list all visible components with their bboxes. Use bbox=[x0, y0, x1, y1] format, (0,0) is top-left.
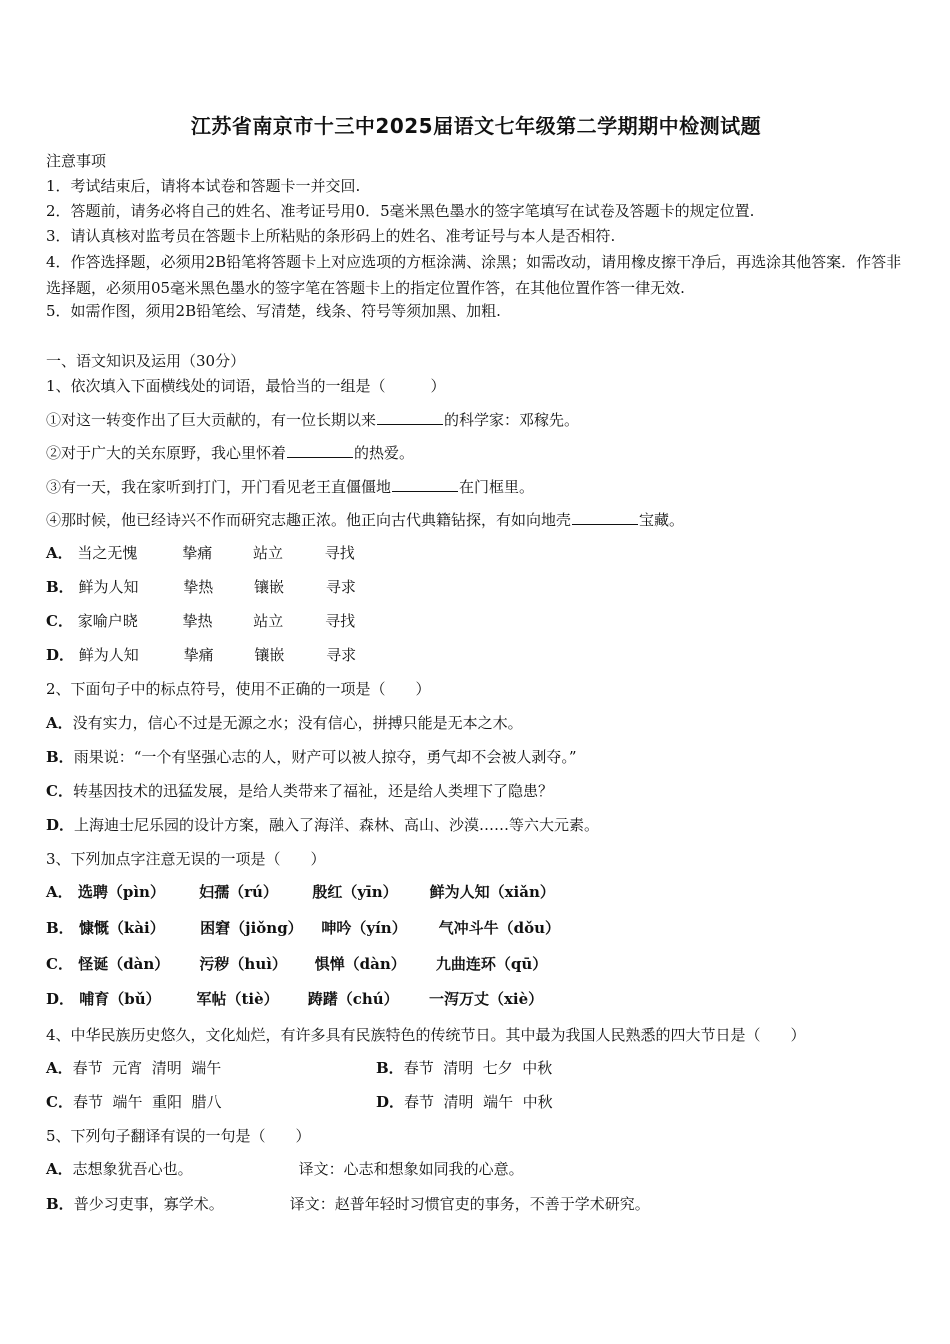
question-4-option-c bbox=[46, 1092, 222, 1112]
option-word: 鲜为人知 bbox=[78, 578, 139, 596]
question-2-stem: 2、下面句子中的标点符号，使用不正确的一项是（ ） bbox=[46, 680, 431, 698]
question-3-option-c bbox=[46, 954, 547, 974]
option-text: 春节 清明 七夕 中秋 bbox=[403, 1059, 553, 1077]
option-word: 鲜为人知 bbox=[78, 646, 139, 664]
question-2-option-a bbox=[46, 713, 523, 733]
option-word: 气冲斗牛（dǒu） bbox=[438, 919, 561, 937]
option-word: 选聘（pìn） bbox=[77, 883, 165, 901]
option-translation: 译文：赵普年轻时习惯官吏的事务，不善于学术研究。 bbox=[289, 1195, 650, 1213]
question-1-option-d bbox=[46, 645, 356, 665]
option-label: C． bbox=[46, 955, 73, 973]
option-word: 挚热 bbox=[183, 578, 214, 596]
question-4-option-b bbox=[376, 1058, 552, 1078]
option-label: A． bbox=[46, 883, 73, 901]
option-word: 寻求 bbox=[325, 578, 356, 596]
notice-item-1: 1．考试结束后，请将本试卷和答题卡一并交回. bbox=[46, 177, 361, 195]
notice-item-2: 2．答题前，请务必将自己的姓名、准考证号用0．5毫米黑色墨水的签字笔填写在试卷及答题卡的规定位置. bbox=[46, 202, 755, 220]
option-label: A． bbox=[46, 544, 73, 562]
option-word: 军帖（tiè） bbox=[196, 990, 279, 1008]
question-1-option-a bbox=[46, 543, 355, 563]
option-label: B． bbox=[46, 578, 74, 596]
option-label: C． bbox=[46, 782, 73, 800]
option-word: 挚热 bbox=[182, 612, 213, 630]
fill-blank bbox=[392, 477, 458, 492]
option-label: D． bbox=[46, 990, 75, 1008]
question-1-option-c bbox=[46, 611, 355, 631]
option-text: 没有实力，信心不过是无源之水；没有信心，拼搏只能是无本之木。 bbox=[72, 714, 523, 732]
option-word: 污秽（huì） bbox=[199, 955, 287, 973]
sentence-text: 宝藏。 bbox=[639, 511, 685, 529]
option-label: B． bbox=[376, 1059, 404, 1077]
question-5-option-a bbox=[46, 1159, 524, 1179]
option-text: 上海迪士尼乐园的设计方案，融入了海洋、森林、高山、沙漠……等六大元素。 bbox=[74, 816, 600, 834]
option-word: 妇孺（rú） bbox=[199, 883, 278, 901]
option-word: 殷红（yīn） bbox=[312, 883, 398, 901]
option-label: A． bbox=[46, 1059, 73, 1077]
question-3-option-a bbox=[46, 882, 555, 902]
notice-heading: 注意事项 bbox=[46, 152, 107, 170]
option-text: 春节 元宵 清明 端午 bbox=[72, 1059, 222, 1077]
question-5-option-b bbox=[46, 1194, 650, 1214]
sentence-text: ①对这一转变作出了巨大贡献的，有一位长期以来 bbox=[46, 411, 377, 429]
option-word: 挚痛 bbox=[183, 646, 214, 664]
option-word: 呻吟（yín） bbox=[321, 919, 407, 937]
option-word: 踌躇（chú） bbox=[307, 990, 399, 1008]
option-word: 站立 bbox=[253, 612, 284, 630]
fill-blank bbox=[572, 510, 638, 525]
option-text: 雨果说：“一个有坚强心志的人，财产可以被人掠夺，勇气却不会被人剥夺。” bbox=[73, 748, 577, 766]
option-label: C． bbox=[46, 612, 73, 630]
option-word: 慷慨（kài） bbox=[78, 919, 165, 937]
option-word: 寻找 bbox=[324, 544, 355, 562]
sentence-text: 的热爱。 bbox=[354, 444, 415, 462]
option-label: A． bbox=[46, 714, 73, 732]
question-3-stem: 3、下列加点字注意无误的一项是（ ） bbox=[46, 850, 326, 868]
question-5-stem: 5、下列句子翻译有误的一句是（ ） bbox=[46, 1127, 311, 1145]
question-2-option-b bbox=[46, 747, 577, 767]
option-word: 寻找 bbox=[325, 612, 356, 630]
option-word: 当之无愧 bbox=[77, 544, 138, 562]
sentence-text: ②对于广大的关东原野，我心里怀着 bbox=[46, 444, 287, 462]
option-label: B． bbox=[46, 1195, 74, 1213]
option-word: 怪诞（dàn） bbox=[78, 955, 170, 973]
page-title: 江苏省南京市十三中2025届语文七年级第二学期期中检测试题 bbox=[190, 114, 762, 138]
option-label: D． bbox=[376, 1093, 405, 1111]
sentence-text: ④那时候，他已经诗兴不作而研究志趣正浓。他正向古代典籍钻探，有如向地壳 bbox=[46, 511, 572, 529]
option-translation: 译文：心志和想象如同我的心意。 bbox=[298, 1160, 524, 1178]
option-word: 镶嵌 bbox=[254, 646, 285, 664]
question-1-option-b bbox=[46, 577, 356, 597]
option-word: 寻求 bbox=[326, 646, 357, 664]
question-1-sentence-4 bbox=[46, 510, 684, 530]
option-word: 鲜为人知（xiǎn） bbox=[429, 883, 555, 901]
option-label: A． bbox=[46, 1160, 73, 1178]
section-heading: 一、语文知识及运用（30分） bbox=[46, 352, 246, 370]
question-1-stem: 1、依次填入下面横线处的词语，最恰当的一组是（ ） bbox=[46, 377, 446, 395]
option-word: 哺育（bǔ） bbox=[79, 990, 161, 1008]
question-1-sentence-3 bbox=[46, 477, 534, 497]
question-2-option-d bbox=[46, 815, 599, 835]
question-1-sentence-2 bbox=[46, 443, 414, 463]
option-word: 困窘（jiǒng） bbox=[200, 919, 303, 937]
option-word: 一泻万丈（xiè） bbox=[428, 990, 544, 1008]
option-word: 站立 bbox=[252, 544, 283, 562]
option-label: D． bbox=[46, 816, 75, 834]
sentence-text: 在门框里。 bbox=[459, 478, 535, 496]
option-text: 转基因技术的迅猛发展，是给人类带来了福祉，还是给人类埋下了隐患？ bbox=[72, 782, 553, 800]
option-word: 挚痛 bbox=[182, 544, 213, 562]
option-word: 九曲连环（qū） bbox=[435, 955, 548, 973]
option-word: 惧惮（dàn） bbox=[314, 955, 406, 973]
option-word: 镶嵌 bbox=[254, 578, 285, 596]
question-4-option-d bbox=[376, 1092, 553, 1112]
option-label: C． bbox=[46, 1093, 73, 1111]
notice-item-4: 4．作答选择题，必须用2B铅笔将答题卡上对应选项的方框涂满、涂黑；如需改动，请用橡皮擦干净后，再选涂其他答案．作答非选择题，必须用05毫米黑色墨水的签字笔在答题卡上的指定位置作答，在其他位置作答一律无效. bbox=[46, 253, 902, 297]
notice-item-5: 5．如需作图，须用2B铅笔绘、写清楚，线条、符号等须加黑、加粗. bbox=[46, 302, 501, 320]
question-3-option-d bbox=[46, 989, 543, 1009]
question-4-stem: 4、中华民族历史悠久，文化灿烂，有许多具有民族特色的传统节日。其中最为我国人民熟悉的四大节日是（ ） bbox=[46, 1026, 806, 1044]
option-word: 家喻户晓 bbox=[77, 612, 138, 630]
question-2-option-c bbox=[46, 781, 553, 801]
sentence-text: ③有一天，我在家听到打门，开门看见老王直僵僵地 bbox=[46, 478, 392, 496]
fill-blank bbox=[377, 410, 443, 425]
option-text: 志想象犹吾心也。 bbox=[72, 1160, 193, 1178]
option-label: B． bbox=[46, 919, 74, 937]
question-1-sentence-1 bbox=[46, 410, 579, 430]
option-label: B． bbox=[46, 748, 74, 766]
sentence-text: 的科学家：邓稼先。 bbox=[444, 411, 580, 429]
question-3-option-b bbox=[46, 918, 560, 938]
fill-blank bbox=[287, 443, 353, 458]
option-label: D． bbox=[46, 646, 75, 664]
question-4-option-a bbox=[46, 1058, 221, 1078]
option-text: 普少习吏事，寡学术。 bbox=[73, 1195, 224, 1213]
option-text: 春节 清明 端午 中秋 bbox=[404, 1093, 553, 1111]
notice-item-3: 3．请认真核对监考员在答题卡上所粘贴的条形码上的姓名、准考证号与本人是否相符. bbox=[46, 227, 616, 245]
option-text: 春节 端午 重阳 腊八 bbox=[72, 1093, 222, 1111]
